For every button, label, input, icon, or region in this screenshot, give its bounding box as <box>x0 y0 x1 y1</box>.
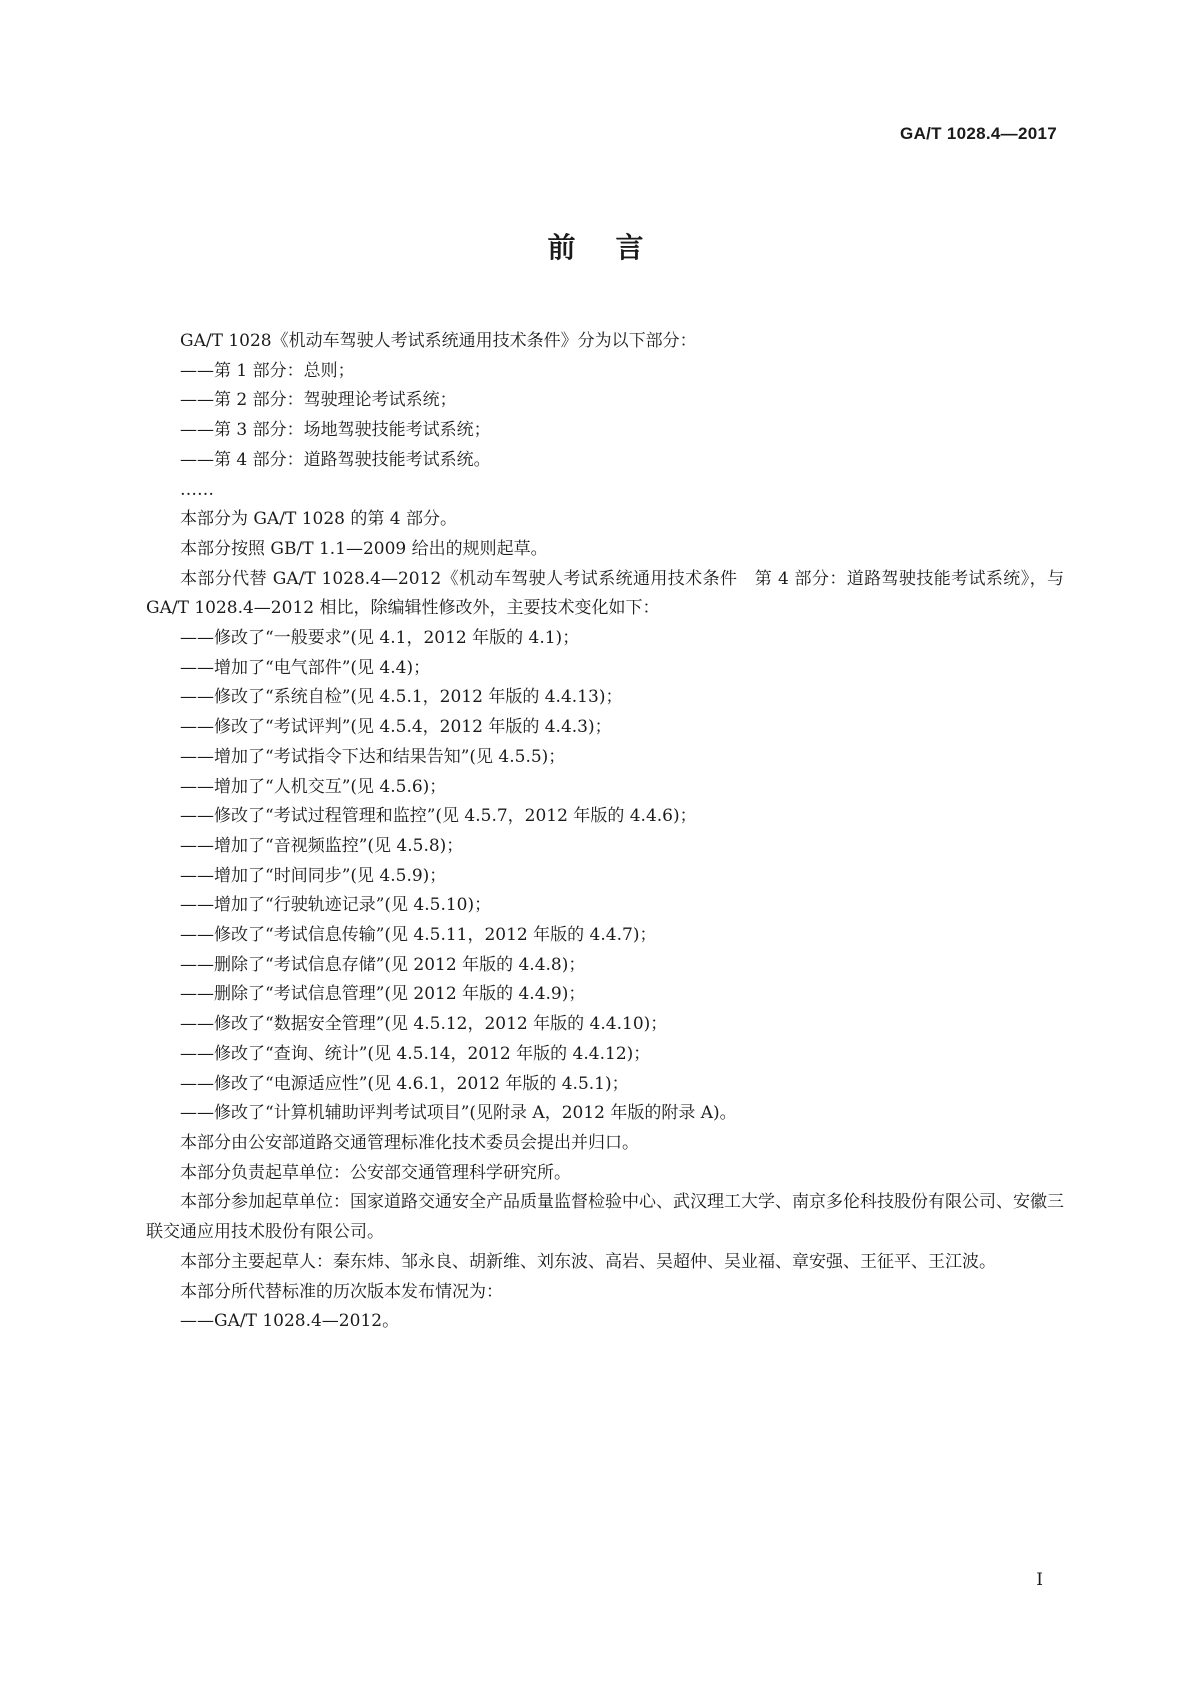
list-item: ——增加了“时间同步”(见 4.5.9)； <box>180 865 447 886</box>
list-item: ——第 2 部分：驾驶理论考试系统； <box>180 390 457 411</box>
list-item: ——增加了“电气部件”(见 4.4)； <box>180 657 431 678</box>
paragraph: 本部分负责起草单位：公安部交通管理科学研究所。 <box>180 1162 571 1183</box>
list-item: ——GA/T 1028.4—2012。 <box>180 1311 400 1332</box>
paragraph: 本部分主要起草人：秦东炜、邹永良、胡新维、刘东波、高岩、吴超仲、吴业福、章安强、王征平、王江波。 <box>180 1251 996 1272</box>
ellipsis: …… <box>180 479 214 500</box>
paragraph: 本部分由公安部道路交通管理标准化技术委员会提出并归口。 <box>180 1132 639 1153</box>
paragraph: 本部分为 GA/T 1028 的第 4 部分。 <box>180 509 458 530</box>
list-item: ——修改了“计算机辅助评判考试项目”(见附录 A，2012 年版的附录 A)。 <box>180 1103 737 1124</box>
list-item: ——删除了“考试信息存储”(见 2012 年版的 4.4.8)； <box>180 954 586 975</box>
list-item: ——增加了“音视频监控”(见 4.5.8)； <box>180 835 464 856</box>
standard-number: GA/T 1028.4—2017 <box>900 124 1057 143</box>
list-item: ——增加了“行驶轨迹记录”(见 4.5.10)； <box>180 895 492 916</box>
list-item: ——第 3 部分：场地驾驶技能考试系统； <box>180 420 491 441</box>
page-title: 前言 <box>547 231 684 264</box>
paragraph: 本部分参加起草单位：国家道路交通安全产品质量监督检验中心、武汉理工大学、南京多伦科技股份有限公司、安徽三联交通应用技术股份有限公司。 <box>146 1192 1064 1243</box>
list-item: ——第 1 部分：总则； <box>180 360 355 381</box>
page-number: I <box>1036 1570 1043 1590</box>
list-item: ——修改了“一般要求”(见 4.1，2012 年版的 4.1)； <box>180 628 580 649</box>
list-item: ——第 4 部分：道路驾驶技能考试系统。 <box>180 449 491 470</box>
paragraph: 本部分按照 GB/T 1.1—2009 给出的规则起草。 <box>180 538 548 559</box>
list-item: ——增加了“人机交互”(见 4.5.6)； <box>180 776 447 797</box>
list-item: ——修改了“数据安全管理”(见 4.5.12，2012 年版的 4.4.10)； <box>180 1014 668 1035</box>
list-item: ——增加了“考试指令下达和结果告知”(见 4.5.5)； <box>180 746 566 767</box>
list-item: ——修改了“查询、统计”(见 4.5.14，2012 年版的 4.4.12)； <box>180 1043 651 1064</box>
list-item: ——修改了“考试过程管理和监控”(见 4.5.7，2012 年版的 4.4.6)； <box>180 806 697 827</box>
list-item: ——修改了“电源适应性”(见 4.6.1，2012 年版的 4.5.1)； <box>180 1073 629 1094</box>
list-item: ——修改了“考试评判”(见 4.5.4，2012 年版的 4.4.3)； <box>180 717 612 738</box>
paragraph: 本部分代替 GA/T 1028.4—2012《机动车驾驶人考试系统通用技术条件 第 4 部分：道路驾驶技能考试系统》，与 GA/T 1028.4—2012 相比，除编辑性修改外，主要技术变化如下： <box>146 568 1064 619</box>
list-item: ——删除了“考试信息管理”(见 2012 年版的 4.4.9)； <box>180 984 586 1005</box>
list-item: ——修改了“系统自检”(见 4.5.1，2012 年版的 4.4.13)； <box>180 687 623 708</box>
list-item: ——修改了“考试信息传输”(见 4.5.11，2012 年版的 4.4.7)； <box>180 925 657 946</box>
paragraph: GA/T 1028《机动车驾驶人考试系统通用技术条件》分为以下部分： <box>180 331 697 351</box>
paragraph: 本部分所代替标准的历次版本发布情况为： <box>180 1281 503 1302</box>
foreword-body <box>146 327 1064 1337</box>
